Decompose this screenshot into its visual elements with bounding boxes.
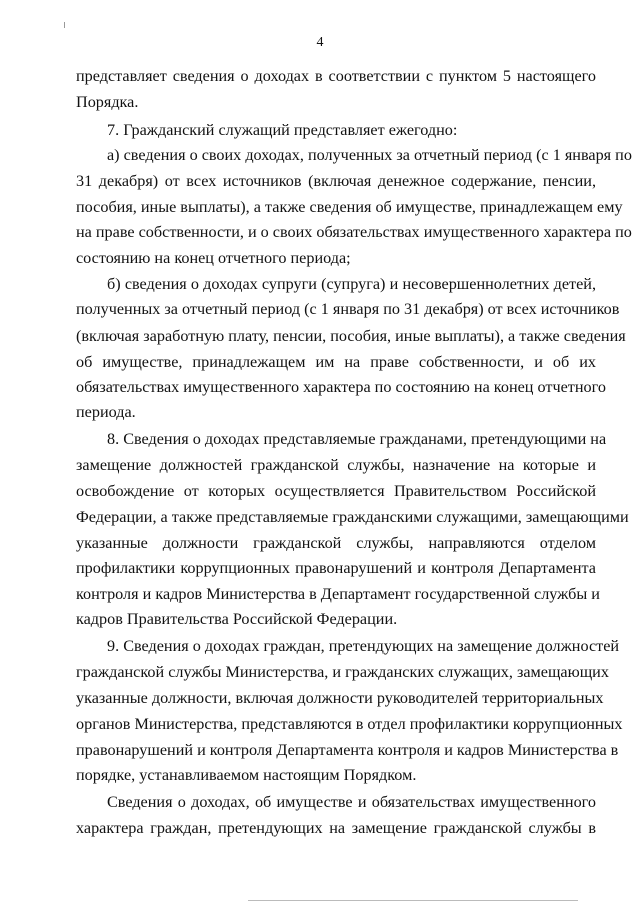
text-line: гражданской службы Министерства, и гражданских служащих, замещающих (76, 663, 609, 681)
text-line: контроля и кадров Министерства в Департамент государственной службы и (76, 585, 600, 603)
text-line: порядке, устанавливаемом настоящим Порядком. (76, 766, 417, 784)
text-line: кадров Правительства Российской Федерации. (76, 610, 398, 628)
text-line: Федерации, а также представляемые гражданскими служащими, замещающими (76, 508, 629, 526)
text-line: полученных за отчетный период (с 1 января по 31 декабря) от всех источников (76, 300, 620, 318)
text-line: указанные должности, включая должности руководителей территориальных (76, 689, 604, 707)
text-line: периода. (76, 403, 136, 421)
text-line: характера граждан, претендующих на замещение гражданской службы в (76, 819, 596, 837)
text-line: об имуществе, принадлежащем им на праве собственности, и об их (76, 353, 596, 371)
text-line: 31 декабря) от всех источников (включая денежное содержание, пенсии, (76, 172, 596, 190)
text-line: 9. Сведения о доходах граждан, претендующих на замещение должностей (107, 637, 620, 655)
scan-artifact-line (248, 900, 578, 901)
text-line: указанные должности гражданской службы, направляются отделом (76, 534, 596, 552)
text-line: профилактики коррупционных правонарушений и контроля Департамента (76, 559, 596, 577)
page-number: 4 (316, 35, 324, 50)
text-line: замещение должностей гражданской службы, назначение на которые и (76, 456, 596, 474)
text-line: органов Министерства, представляются в отдел профилактики коррупционных (76, 715, 623, 733)
text-line: пособия, иные выплаты), а также сведения об имуществе, принадлежащем ему (76, 198, 623, 216)
text-line: 7. Гражданский служащий представляет ежегодно: (107, 121, 458, 139)
text-line: (включая заработную плату, пенсии, пособия, иные выплаты), а также сведения (76, 327, 626, 345)
text-line: а) сведения о своих доходах, полученных за отчетный период (с 1 января по (107, 146, 632, 164)
text-line: представляет сведения о доходах в соответствии с пунктом 5 настоящего (76, 67, 596, 85)
scan-artifact-mark (64, 22, 65, 28)
text-line: правонарушений и контроля Департамента контроля и кадров Министерства в (76, 741, 619, 759)
text-line: Сведения о доходах, об имуществе и обязательствах имущественного (107, 793, 596, 811)
text-line: Порядка. (76, 93, 139, 111)
text-line: на праве собственности, и о своих обязательствах имущественного характера по (76, 223, 632, 241)
text-line: освобождение от которых осуществляется Правительством Российской (76, 482, 596, 500)
text-line: 8. Сведения о доходах представляемые гражданами, претендующими на (107, 430, 607, 448)
text-line: б) сведения о доходах супруги (супруга) и несовершеннолетних детей, (107, 275, 596, 293)
text-line: обязательствах имущественного характера по состоянию на конец отчетного (76, 378, 606, 396)
text-line: состоянию на конец отчетного периода; (76, 249, 351, 267)
